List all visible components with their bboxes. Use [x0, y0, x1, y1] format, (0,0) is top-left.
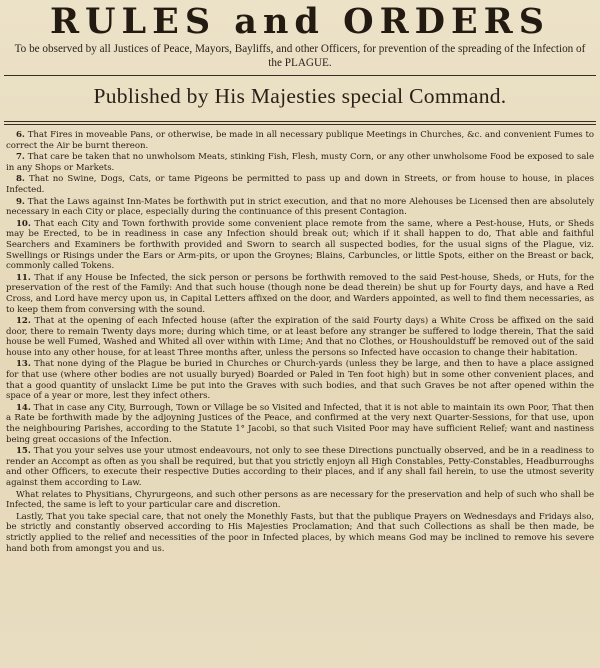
command-heading: Published by His Majesties special Command. [93, 84, 507, 108]
order-number: 10. [16, 218, 31, 229]
order-paragraph [6, 446, 594, 488]
order-text: That at the opening of each Infected house (after the expiration of the said Fourty days) a White Cross be affixed on the said door, there to remain Twenty days more; during which time, or at least before any stranger be suffered to lodge therein, That the said house be well Fumed, Washed and Whited all over within with Lime; And that no Clothes, or Houshouldstuff be removed out of the said house into any other house, for at least Three months after, unless the persons so Infected have occasion to change their habitation. [6, 316, 595, 358]
order-paragraph [6, 273, 594, 315]
order-number: 11. [16, 272, 31, 283]
order-number: 8. [16, 174, 25, 185]
order-number: 14. [16, 402, 31, 413]
order-text: What relates to Physitians, Chyrurgeons, and such other persons as are necessary for the preservation and help of such who shall be Infected, the same is left to your particular care and discretion. [6, 489, 594, 511]
order-number: 6. [16, 130, 25, 140]
order-paragraph [6, 197, 594, 218]
order-text: That no Swine, Dogs, Cats, or tame Pigeons be permitted to pass up and down in Streets, or from house to house, in places Infected. [6, 174, 594, 195]
order-text: That none dying of the Plague be buried in Churches or Church-yards (unless they be large, and then to have a place assigned for that use (where other bodies are not usually buryed) Boarded or Paled in Ten foot high) but in some other convenient places, and that a good quantity of unslackt Lime be put into the Graves with such bodies, and that such Graves be not after opened within the space of a year or more, lest they infect others. [6, 359, 594, 402]
order-text: That in case any City, Burrough, Town or Village be so Visited and Infected, that it is not able to maintain its own Poor, That then a Rate be forthwith made by the adjoyning Justices of the Peace, and confirmed at the very next Quarter-Sessions, for that use, upon the neighbouring Parishes, according to the Statute 1° Jacobi, so that such Visited Poor may have sufficient Relief; want and nastiness being great occasions of the Infection. [6, 402, 594, 445]
order-paragraph [6, 359, 594, 401]
order-number: 12. [16, 316, 31, 327]
order-paragraph [6, 219, 594, 272]
order-text: That each City and Town forthwith provide some convenient place remote from the same, where a Pest-house, Huts, or Sheds may be Erected, to be in readiness in case any Infection should break out; which if it shall happen to do, That able and faithful Searchers and Examiners be forthwith provided and Sworn to search all suspected bodies, for the usual signs of the Plague, viz. Swellings or Risings under the Ears or Arm-pits, or upon the Groynes; Blains, Carbuncles, or little Spots, either on the Breast or back, commonly called Tokens. [6, 218, 594, 272]
order-text: That if any House be Infected, the sick person or persons be forthwith removed to the said Pest-house, Sheds, or Huts, for the preservation of the rest of the Family: And that such house (though none be dead therein) be shut up for Fourty days, and have a Red Cross, and Lord have mercy upon us, in Capital Letters affixed on the door, and Warders appointed, as well to find them necessaries, as to keep them from conversing with the sound. [6, 272, 594, 315]
order-paragraph [6, 174, 594, 195]
orders-body [0, 125, 600, 554]
order-paragraph [6, 316, 594, 358]
order-paragraph [6, 403, 594, 445]
order-number: 9. [16, 196, 25, 207]
order-paragraph [6, 512, 594, 554]
order-number: 7. [16, 152, 25, 163]
order-text: That Fires in moveable Pans, or otherwise, be made in all necessary publique Meetings in Churches, &c. and convenient Fumes to correct the Air be burnt thereon. [6, 130, 594, 151]
order-text: Lastly, That you take special care, that not onely the Monethly Fasts, but that the publique Prayers on Wednesdays and Fridays also, be strictly and constantly observed according to His Majesties Proclamation; And that such Collections as shall be then made, be strictly applied to the relief and necessities of the poor in Infected places, by which means God may be inclined to remove his severe hand both from amongst you and us. [6, 511, 594, 554]
order-number: 15. [16, 446, 31, 457]
order-paragraph [6, 130, 594, 151]
document-subtitle: To be observed by all Justices of Peace, Mayors, Bayliffs, and other Officers, for prevention of the spreading of the Infection of the PLAGUE. [14, 43, 586, 69]
order-text: That you your selves use your utmost endeavours, not only to see these Directions punctually observed, and be in a readiness to render an Accompt as often as you shall be required, but that you strictly enjoyn all High Constables, Petty-Constables, Headburroughs and other Officers, to execute their respective Duties according to their places, and if any shall fail herein, to use the utmost severity against them according to Law. [6, 446, 594, 488]
order-paragraph [6, 152, 594, 173]
order-paragraph [6, 490, 594, 511]
order-text: That care be taken that no unwholsom Meats, stinking Fish, Flesh, musty Corn, or any other unwholsome Food be exposed to sale in any Shops or Markets. [6, 152, 595, 173]
document-title: RULES and ORDERS [49, 1, 551, 42]
order-number: 13. [16, 359, 31, 370]
order-text: That the Laws against Inn-Mates be forthwith put in strict execution, and that no more Alehouses be Licensed then are absolutely necessary in each City or place, especially during the continuance of this present Contagion. [6, 196, 594, 218]
divider [4, 121, 596, 122]
